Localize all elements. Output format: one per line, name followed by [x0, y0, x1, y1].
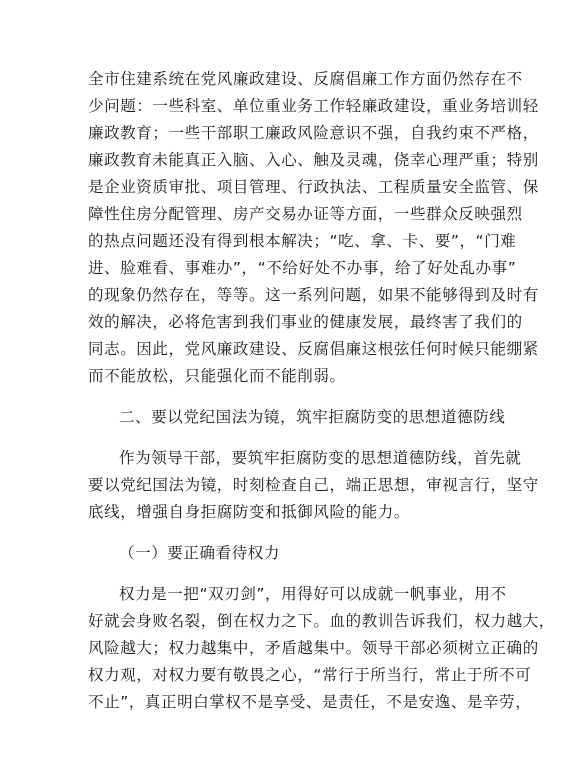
text-line: 是企业资质审批、项目管理、行政执法、工程质量安全监管、保 [88, 178, 539, 196]
text-line: 全市住建系统在党风廉政建设、反腐倡廉工作方面仍然存在不 [88, 70, 523, 88]
text-line: 权力是一把“双刃剑”，用得好可以成就一帆事业，用不 [119, 585, 507, 603]
paragraph-spacer [88, 567, 500, 581]
text-line: 不止”，真正明白掌权不是享受、是责任，不是安逸、是辛劳， [88, 693, 532, 711]
paragraph-intro [88, 445, 539, 526]
text-line: 进、脸难看、事难办”，“不给好处不办事，给了好处乱办事” [88, 259, 517, 277]
paragraph-spacer [88, 526, 500, 540]
heading-text: 二、要以党纪国法为镜，筑牢拒腐防变的思想道德防线 [119, 408, 506, 426]
heading-text: （一）要正确看待权力 [119, 544, 281, 562]
text-line: 廉政教育未能真正入脑、入心、触及灵魂，侥幸心理严重；特别 [88, 151, 539, 169]
text-line: 廉政教育；一些干部职工廉政风险意识不强，自我约束不严格， [88, 124, 539, 142]
text-line: 风险越大；权力越集中，矛盾越集中。领导干部必须树立正确的 [88, 639, 539, 657]
text-line: 权力观，对权力要有敬畏之心，“常行于所当行，常止于所不可 [88, 666, 532, 684]
text-line: 好就会身败名裂，倒在权力之下。血的教训告诉我们，权力越大， [88, 612, 555, 630]
text-line: 同志。因此，党风廉政建设、反腐倡廉这根弦任何时候只能绷紧 [88, 340, 539, 358]
text-line: 的热点问题还没有得到根本解决；“吃、拿、卡、要”，“门难 [88, 232, 517, 250]
text-line: 障性住房分配管理、房产交易办证等方面，一些群众反映强烈 [88, 205, 523, 223]
paragraph-spacer [88, 431, 500, 445]
text-line: 要以党纪国法为镜，时刻检查自己，端正思想，审视言行，坚守 [88, 476, 539, 494]
text-line: 底线，增强自身拒腐防变和抵御风险的能力。 [88, 503, 411, 521]
subsection-heading [88, 540, 500, 567]
text-line: 而不能放松，只能强化而不能削弱。 [88, 367, 346, 385]
document-body [88, 66, 555, 716]
section-heading [88, 404, 506, 431]
paragraph-spacer [88, 390, 500, 404]
text-line: 效的解决，必将危害到我们事业的健康发展，最终害了我们的 [88, 313, 523, 331]
paragraph-power [88, 581, 555, 716]
paragraph-problems [88, 66, 539, 390]
text-line: 少问题：一些科室、单位重业务工作轻廉政建设，重业务培训轻 [88, 97, 539, 115]
text-line: 的现象仍然存在，等等。这一系列问题，如果不能够得到及时有 [88, 286, 539, 304]
text-line: 作为领导干部，要筑牢拒腐防变的思想道德防线，首先就 [119, 449, 522, 467]
